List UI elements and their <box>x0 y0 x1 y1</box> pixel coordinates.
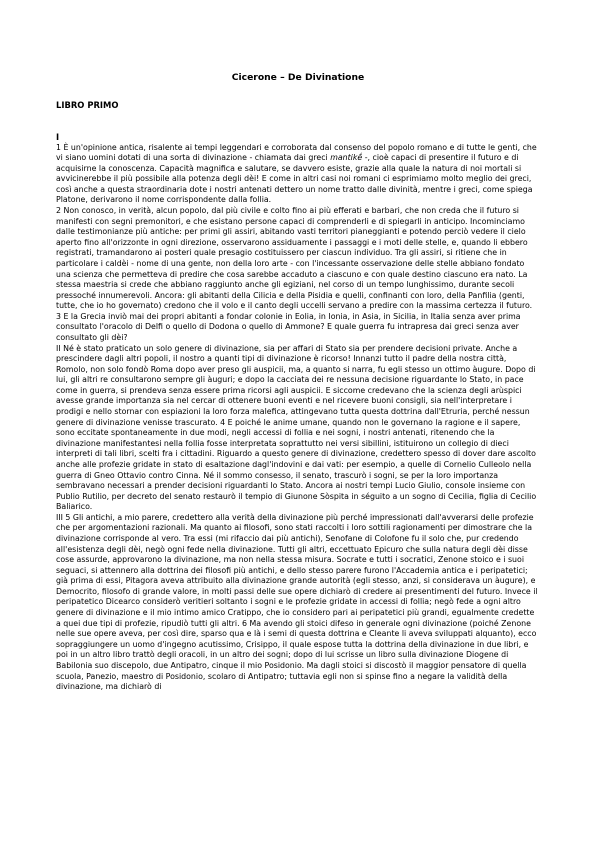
paragraph-1 <box>56 143 540 206</box>
paragraph-1-text-end: -, cioè capaci di presentire il futuro e di acquisirne la conoscenza. Capacità magnifica e salutare, se davvero esiste, grazie alla quale la natura di noi mortali si avvicinerebbe il più possibile alla potenza degli dèi! E come in altri casi noi romani ci esprimiamo molto meglio dei greci, così anche a questa straordinaria dote i nostri antenati dettero un nome tratto dalle divinità, mentre i greci, come spiega Platone, derivarono il nome corrispondente dalla follia. <box>56 153 533 205</box>
section-heading: I <box>56 132 60 142</box>
paragraph-2: 2 Non conosco, in verità, alcun popolo, dal più civile e colto fino ai più efferati e barbari, che non creda che il futuro si manifesti con segni premonitori, e che esistano persone capaci di comprenderli e di spiegarli in anticipo. Incominciamo dalle testimonianze più antiche: per primi gli assiri, abitando vasti territori pianeggianti e potendo perciò vedere il cielo aperto fino all'orizzonte in ogni direzione, osservarono assiduamente i passaggi e i moti delle stelle, e, quando li ebbero registrati, tramandarono ai posteri quale presagio costituissero per ciascun individuo. Tra gli assiri, si ritiene che in particolare i caldèi - nome di una gente, non della loro arte - con l'incessante osservazione delle stelle abbiano fondato una scienza che permetteva di predire che cosa sarebbe accaduto a ciascuno e con quale destino ciascuno era nato. La stessa maestria si crede che abbiano raggiunto anche gli egiziani, nel corso di un tempo lunghissimo, durante secoli pressoché innumerevoli. Ancora: gli abitanti della Cilicia e della Pisidia e quelli, confinanti con loro, della Panfilia (genti, tutte, che io ho governato) credono che il volo e il canto degli uccelli servano a predire con la massima certezza il futuro. <box>56 206 533 311</box>
paragraph-3: 3 E la Grecia inviò mai dei propri abitanti a fondar colonie in Eolia, in Ionia, in Asia, in Sicilia, in Italia senza aver prima consultato l'oracolo di Delfi o quello di Dodona o quello di Ammone? E quale guerra fu intrapresa dai greci senza aver consultato gli dèi? <box>56 311 521 342</box>
paragraph-4: II Né è stato praticato un solo genere di divinazione, sia per affari di Stato sia per prendere decisioni private. Anche a prescindere dagli altri popoli, il nostro a quanti tipi di divinazione è ricorso! Innanzi tutto il padre della nostra città, Romolo, non solo fondò Roma dopo aver preso gli auspicii, ma, a quanto si narra, fu egli stesso un ottimo àugure. Dopo di lui, gli altri re consultarono sempre gli àuguri; e dopo la cacciata dei re nessuna decisione riguardante lo Stato, in pace come in guerra, si prendeva senza essere prima ricorsi agli auspicii. E siccome credevano che la scienza degli arùspici avesse grande importanza sia nel cercar di ottenere buoni eventi e nel ricevere buoni consigli, sia nell'interpretare i prodigi e nello stornar con espiazioni la loro forza malefica, attingevano tutta questa dottrina dall'Etruria, perché nessun genere di divinazione venisse trascurato. 4 E poiché le anime umane, quando non le governano la ragione e il sapere, sono eccitate spontaneamente in due modi, negli accessi di follia e nei sogni, i nostri antenati, ritenendo che la divinazione manifestantesi nella follia fosse interpretata soprattutto nei versi sibillini, istituirono un collegio di dieci interpreti di tali libri, scelti fra i cittadini. Riguardo a questo genere di divinazione, credettero spesso di dover dare ascolto anche alle profezie gridate in stato di esaltazione dagl'indovini e dai vati: per esempio, a quelle di Cornelio Culleolo nella guerra di Gneo Ottavio contro Cinna. Né il sommo consesso, il senato, trascurò i sogni, se per la loro importanza sembravano necessari a prender decisioni riguardanti lo Stato. Ancora ai nostri tempi Lucio Giulio, console insieme con Publio Rutilio, per decreto del senato restaurò il tempio di Giunone Sòspita in séguito a un sogno di Cecilia, figlia di Cecilio Baliarico. <box>56 343 537 512</box>
book-heading: LIBRO PRIMO <box>56 100 119 110</box>
paragraph-1-text-start: 1 È un'opinione antica, risalente ai tempi leggendari e corroborata dal consenso del popolo romano e di tutte le genti, che vi siano uomini dotati di una sorta di divinazione - chiamata dai greci <box>56 142 537 163</box>
paragraph-1-greek-term: mantikḗ <box>330 153 363 163</box>
document-page <box>56 72 540 693</box>
paragraph-5: III 5 Gli antichi, a mio parere, credettero alla verità della divinazione più perché impressionati dall'avverarsi delle profezie che per argomentazioni razionali. Ma quanto ai filosofi, sono stati raccolti i loro sottili ragionamenti per dimostrare che la divinazione corrisponde al vero. Tra essi (mi rifaccio dai più antichi), Senofane di Colofone fu il solo che, pur credendo all'esistenza degli dèi, negò ogni fede nella divinazione. Tutti gli altri, eccettuato Epicuro che sulla natura degli dèi disse cose assurde, approvarono la divinazione, ma non nella stessa misura. Socrate e tutti i socratici, Zenone stoico e i suoi seguaci, si attennero alla dottrina dei filosofi più antichi, e dello stesso parere furono l'Accademia antica e i peripatetici; già prima di essi, Pitagora aveva attribuito alla divinazione grande autorità (egli stesso, anzi, si considerava un àugure), e Democrito, filosofo di grande valore, in molti passi delle sue opere dichiarò di credere ai presentimenti del futuro. Invece il peripatetico Dicearco considerò veritieri soltanto i sogni e le profezie gridate in accessi di follia; negò fede a ogni altro genere di divinazione e il mio intimo amico Cratippo, che io considero pari ai peripatetici più grandi, egualmente credette a quei due tipi di profezie, ripudiò tutti gli altri. 6 Ma avendo gli stoici difeso in generale ogni divinazione (poiché Zenone nelle sue opere aveva, per così dire, sparso qua e là i semi di questa dottrina e Cleante li aveva sviluppati alquanto), ecco sopraggiungere un uomo d'ingegno acutissimo, Crisippo, il quale espose tutta la dottrina della divinazione in due libri, e poi in un altro libro trattò degli oracoli, in un altro dei sogni; dopo di lui scrisse un libro sulla divinazione Diogene di Babilonia suo discepolo, due Antipatro, cinque il mio Posidonio. Ma dagli stoici si discostò il maggior pensatore di quella scuola, Panezio, maestro di Posidonio, scolaro di Antipatro; tuttavia egli non si spinse fino a negare la validità della divinazione, ma dichiarò di <box>56 512 538 692</box>
document-title: Cicerone – De Divinatione <box>231 72 365 83</box>
